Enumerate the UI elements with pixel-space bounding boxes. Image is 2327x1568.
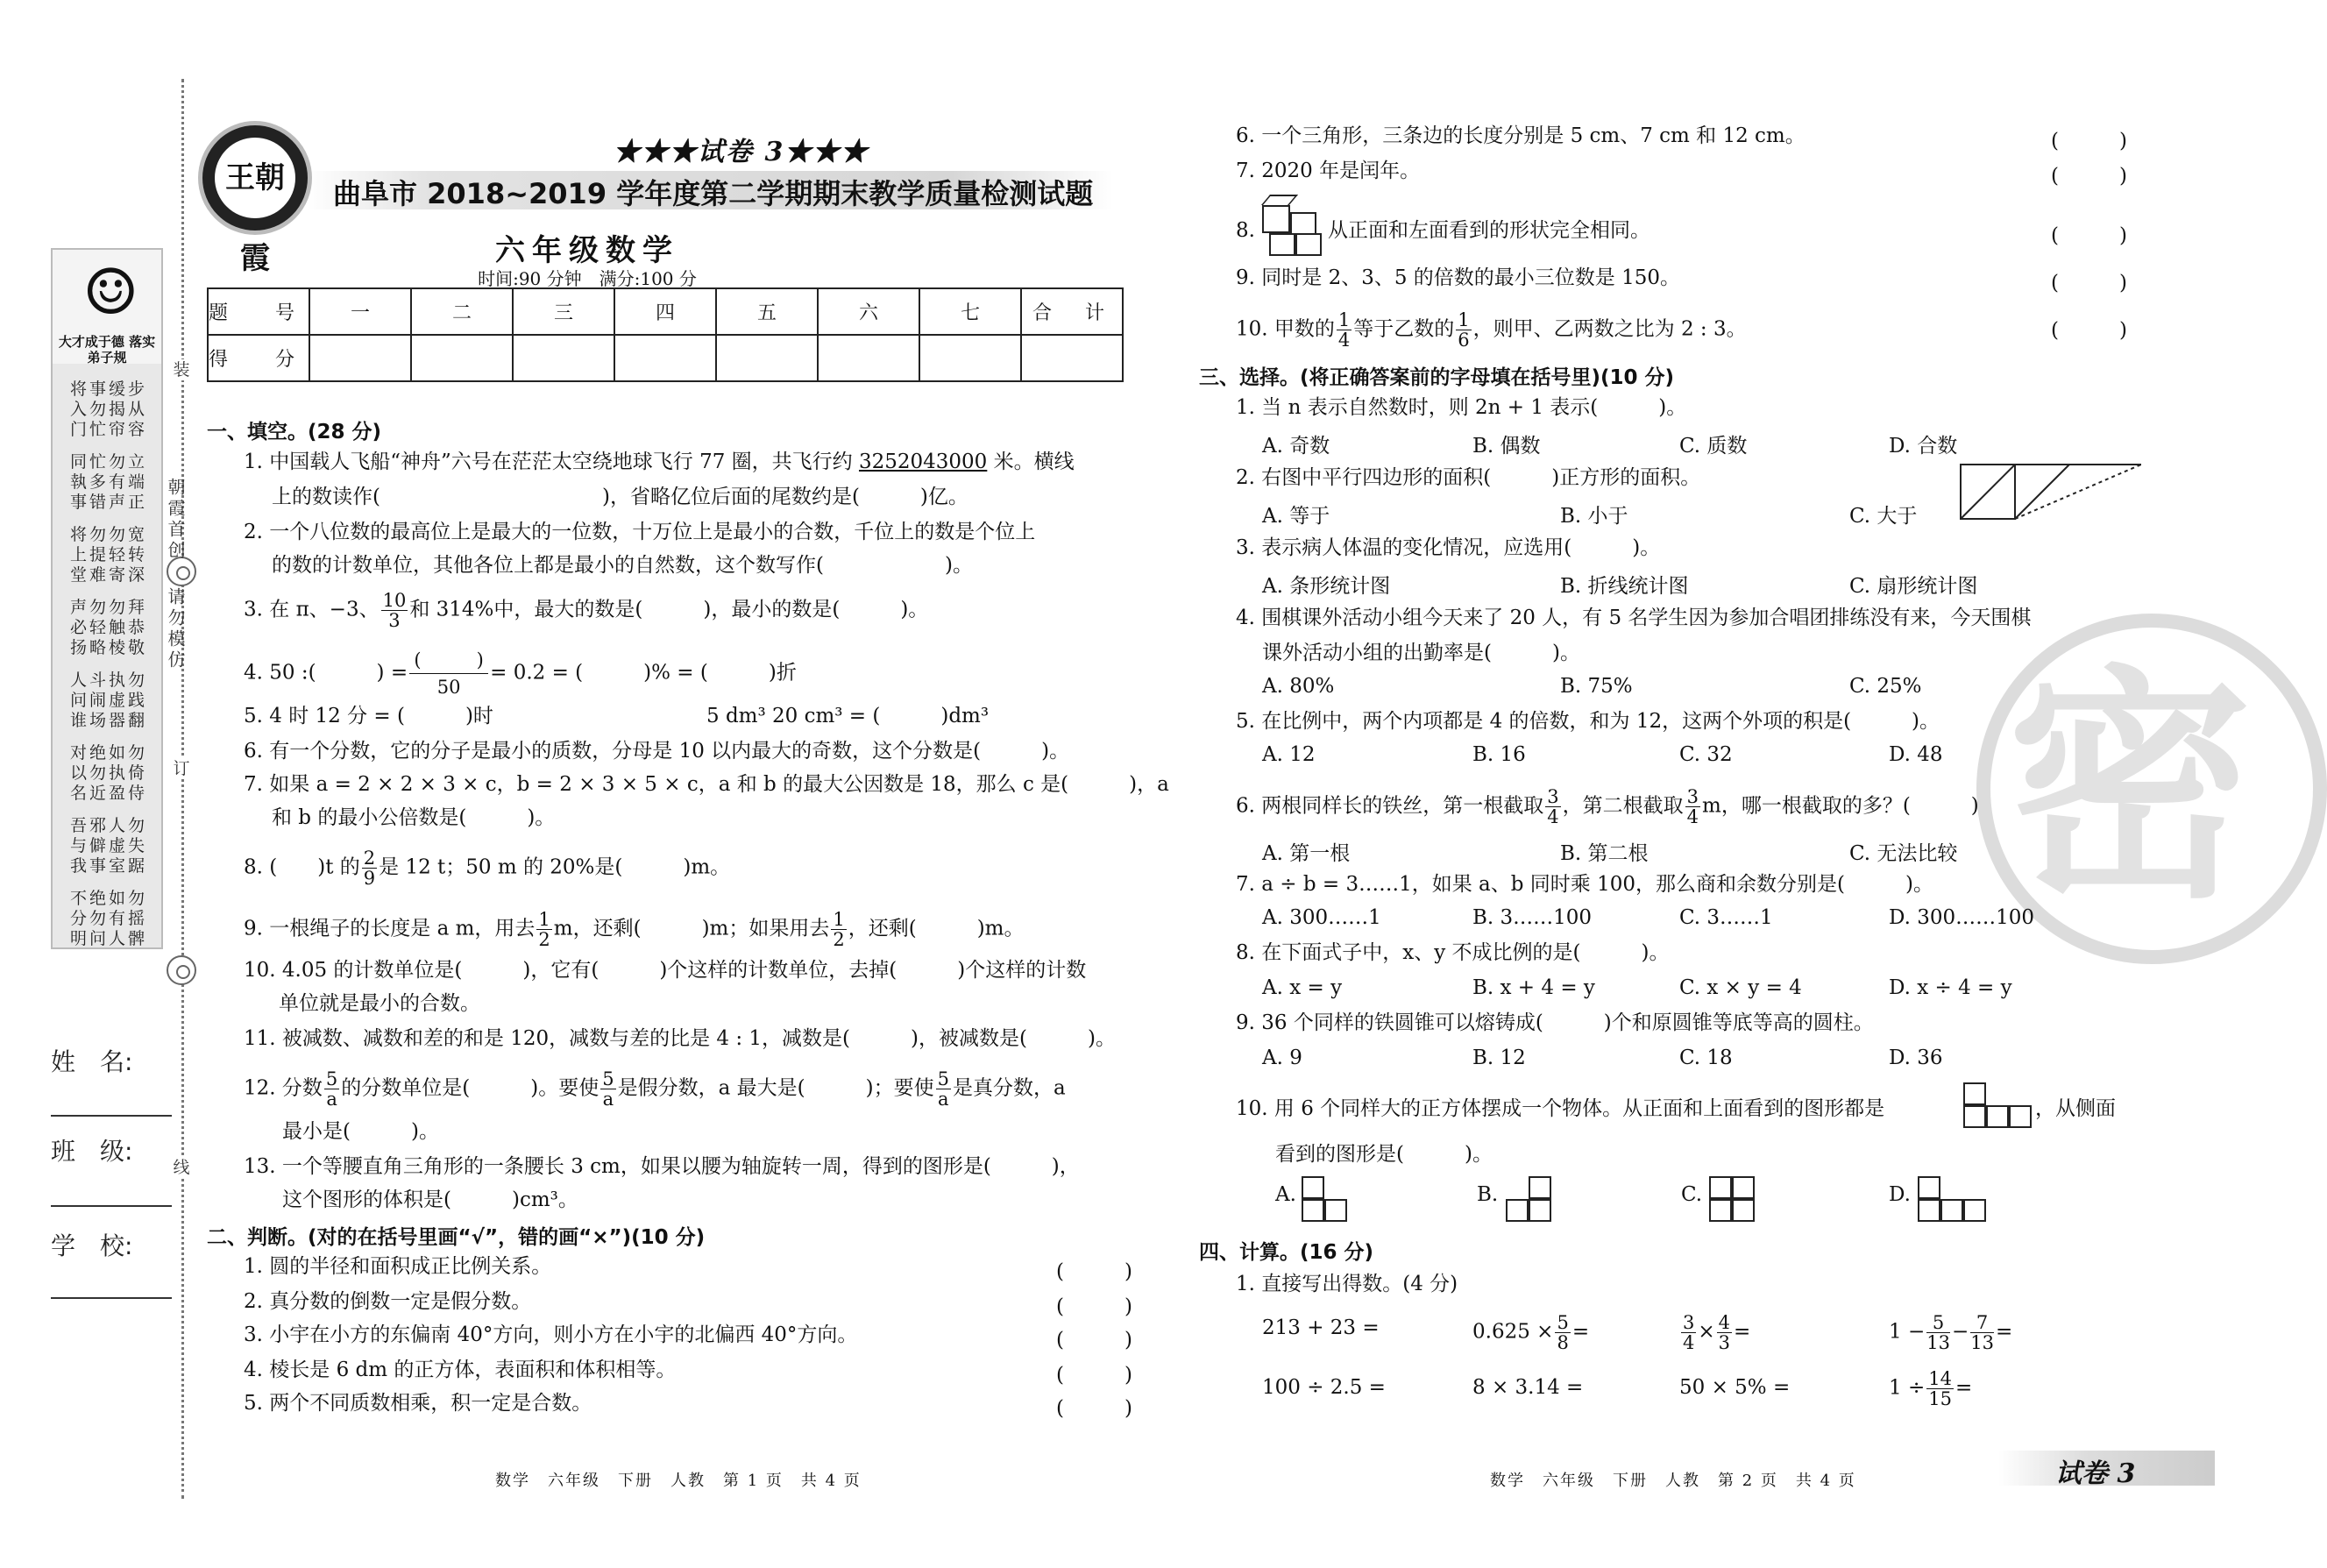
square-cell xyxy=(1963,1199,1986,1222)
exam-title: 曲阜市 2018~2019 学年度第二学期期末教学质量检测试题 xyxy=(333,177,1094,210)
judge-question-8: 从正面和左面看到的形状完全相同。 xyxy=(1328,219,1650,242)
poem-gap xyxy=(58,731,160,743)
question-text: ，从侧面 xyxy=(2035,1097,2116,1120)
poem-line: 執多有端 xyxy=(69,472,147,492)
scholar-figure-icon: ☺ xyxy=(82,255,139,329)
calc-text: 1 ÷ xyxy=(1889,1376,1926,1400)
numerator: 3 xyxy=(1683,1312,1695,1333)
score-header-cell: 六 xyxy=(818,288,919,335)
denominator: 8 xyxy=(1557,1332,1569,1353)
numerator: 5 xyxy=(1557,1312,1569,1333)
question-fill-4 xyxy=(244,647,797,700)
choice-option[interactable]: A. 12 xyxy=(1262,743,1316,766)
numerator: 5 xyxy=(325,1068,338,1089)
question-text: 上的数读作( )，省略亿位后面的尾数约是( )亿。 xyxy=(272,486,968,508)
poem-line: 堂难寄深 xyxy=(69,565,147,585)
poem-gap xyxy=(58,440,160,452)
choice-option[interactable]: A. 等于 xyxy=(1262,505,1330,528)
square-cell xyxy=(1324,1199,1347,1222)
choice-option[interactable]: A. 第一根 xyxy=(1262,842,1351,865)
poem-line: 分勿有摇 xyxy=(69,909,147,928)
question-fill-8 xyxy=(244,848,730,888)
poem-line: 门忙帘容 xyxy=(69,420,147,439)
poem-line: 吾邪人勿 xyxy=(69,816,147,835)
score-table xyxy=(207,287,1124,382)
score-header-cell: 一 xyxy=(309,288,411,335)
question-text: 等于乙数的 xyxy=(1353,317,1455,341)
parallelogram-side xyxy=(1961,465,2015,519)
fraction xyxy=(1926,1313,1950,1352)
question-fill-13: 13. 一个等腰直角三角形的一条腰长 3 cm，如果以腰为轴旋转一周，得到的图形是( )， xyxy=(244,1155,1080,1178)
choice-option[interactable]: C. x × y = 4 xyxy=(1679,976,1802,999)
numerator: 14 xyxy=(1928,1368,1952,1389)
numerator: 1 xyxy=(538,909,550,930)
answer-paren[interactable]: ( ) xyxy=(1056,1260,1132,1283)
choice-option[interactable]: B. 折线统计图 xyxy=(1560,575,1689,598)
choice-option[interactable]: A. 奇数 xyxy=(1262,435,1330,458)
square-cell xyxy=(1963,1082,1986,1105)
judge-question-8-number: 8. xyxy=(1236,219,1255,242)
cube-top xyxy=(1261,195,1298,205)
square-cell xyxy=(1940,1199,1963,1222)
answer-paren[interactable]: ( ) xyxy=(1056,1329,1132,1352)
question-text: 单位就是最小的合数。 xyxy=(279,992,480,1015)
vertical-note: 请勿模仿 xyxy=(165,587,186,671)
poem-gap xyxy=(58,876,160,889)
corner-exam-label: 试卷 3 xyxy=(2055,1458,2136,1489)
choice-option[interactable]: B. 偶数 xyxy=(1472,435,1541,458)
fraction xyxy=(1337,310,1352,350)
question-fill-12 xyxy=(244,1069,1066,1109)
poem-line: 扬略棱敬 xyxy=(69,638,147,657)
question-text: 的分数单位是( )。要使 xyxy=(341,1076,599,1100)
calc-text: = xyxy=(1995,1320,2013,1344)
poem-line: 不绝如勿 xyxy=(69,889,147,908)
question-text: 和 314%中，最大的数是( )，最小的数是( )。 xyxy=(409,598,929,621)
fold-label: 线 xyxy=(171,1157,192,1178)
section-title: 一、填空。(28 分) xyxy=(207,421,382,443)
choice-option-c[interactable]: C. xyxy=(1681,1183,1703,1206)
judge-question-3: 3. 小宇在小方的东偏南 40°方向，则小方在小宇的北偏西 40°方向。 xyxy=(244,1323,858,1346)
question-text: 9. 一根绳子的长度是 a m，用去 xyxy=(244,917,536,940)
poem-line: 我事室踞 xyxy=(69,856,147,876)
choice-option[interactable]: C. 质数 xyxy=(1679,435,1748,458)
choice-question-3: 3. 表示病人体温的变化情况，应选用( )。 xyxy=(1236,536,1661,559)
question-text: 8. ( )t 的 xyxy=(244,855,360,879)
publisher-logo xyxy=(198,121,312,276)
question-text: 的数的计数单位，其他各位上都是最小的自然数，这个数写作( )。 xyxy=(272,554,973,577)
school-label: 学 校: xyxy=(51,1231,133,1260)
choice-option-d[interactable]: D. xyxy=(1889,1183,1911,1206)
choice-option[interactable]: D. 48 xyxy=(1889,743,1943,766)
numerator: 5 xyxy=(602,1068,614,1089)
judge-question-10 xyxy=(1236,310,1747,350)
page-footer-right: 数学 六年级 下册 人教 第 2 页 共 4 页 xyxy=(1490,1472,1856,1490)
calc-item-1: 213 + 23 = xyxy=(1262,1316,1380,1339)
question-fill-1 xyxy=(244,449,1075,475)
poem-line: 事错声正 xyxy=(69,493,147,512)
question-text: 最小是( )。 xyxy=(282,1120,439,1143)
square-cell xyxy=(1963,1105,1986,1128)
question-text: 是 12 t；50 m 的 20%是( )m。 xyxy=(379,855,731,879)
score-cell[interactable] xyxy=(411,335,513,381)
question-text: 6. 两根同样长的铁丝，第一根截取 xyxy=(1236,794,1544,818)
choice-question-2: 2. 右图中平行四边形的面积( )正方形的面积。 xyxy=(1236,466,1701,489)
denominator: 4 xyxy=(1337,330,1351,351)
question-text: 和 b 的最小公倍数是( )。 xyxy=(272,806,556,829)
score-header-cell: 五 xyxy=(716,288,818,335)
question-text: 4. 50 :( ) = xyxy=(244,661,408,685)
poem-line: 人斗执勿 xyxy=(69,670,147,690)
sidebar-poems xyxy=(58,380,160,949)
square-cell xyxy=(1529,1199,1551,1222)
score-cell[interactable] xyxy=(309,335,411,381)
poem-line: 明问人髀 xyxy=(69,929,147,948)
numerator: 4 xyxy=(1718,1312,1731,1333)
publisher-logo-text: 王朝霞 xyxy=(215,138,295,218)
fraction xyxy=(1456,310,1471,350)
fraction xyxy=(381,591,408,630)
calc-text: = xyxy=(1734,1320,1751,1344)
choice-option[interactable]: B. 16 xyxy=(1472,743,1526,766)
poem-gap xyxy=(58,804,160,816)
choice-question-7: 7. a ÷ b = 3……1，如果 a、b 同时乘 100，那么商和余数分别是( )。 xyxy=(1236,873,1933,896)
question-text: ，还剩( )m。 xyxy=(848,917,1025,940)
question-text: 课外活动小组的出勤率是( )。 xyxy=(1262,642,1580,664)
choice-option[interactable]: D. 300……100 xyxy=(1889,906,2035,929)
section-title: 二、判断。(对的在括号里画“√”，错的画“×”)(10 分) xyxy=(207,1226,706,1249)
square-cell xyxy=(1732,1176,1755,1199)
numerator: 1 xyxy=(1337,309,1351,330)
cube xyxy=(1295,233,1322,256)
calc-item-8 xyxy=(1889,1369,1972,1408)
choice-question-5: 5. 在比例中，两个内项都是 4 的倍数，和为 12，这两个外项的积是( )。 xyxy=(1236,710,1940,733)
choice-question-6 xyxy=(1236,787,1979,827)
choice-option[interactable]: C. 32 xyxy=(1679,743,1733,766)
school-field[interactable] xyxy=(51,1297,172,1299)
choice-question-9: 9. 36 个同样的铁圆锥可以熔铸成( )个和原圆锥等底等高的圆柱。 xyxy=(1236,1011,1874,1034)
score-cell[interactable] xyxy=(716,335,818,381)
question-text: ，则甲、乙两数之比为 2 : 3。 xyxy=(1472,317,1747,341)
square-cell xyxy=(1529,1176,1551,1199)
denominator: 13 xyxy=(1926,1332,1950,1353)
denominator: a xyxy=(326,1089,337,1110)
denominator: 13 xyxy=(1970,1332,1994,1353)
calc-item-4 xyxy=(1889,1313,2012,1352)
choice-option[interactable]: C. 大于 xyxy=(1849,505,1918,528)
calc-text: − xyxy=(1951,1320,1969,1344)
choice-option[interactable]: A. 9 xyxy=(1262,1047,1302,1069)
score-row-label: 得 分 xyxy=(208,335,309,381)
calc-item-5: 100 ÷ 2.5 = xyxy=(1262,1376,1386,1399)
choice-option[interactable]: C. 扇形统计图 xyxy=(1849,575,1978,598)
sidebar-motto: 大才成于德 落实弟子规 xyxy=(58,334,156,365)
poem-line: 将勿勿宽 xyxy=(69,525,147,544)
numerator: 5 xyxy=(937,1068,949,1089)
binding-line xyxy=(181,79,184,1499)
choice-option[interactable]: B. 小于 xyxy=(1560,505,1628,528)
class-label: 班 级: xyxy=(51,1137,133,1166)
question-text: ，第二根截取 xyxy=(1562,794,1684,818)
question-text: 这个图形的体积是( )cm³。 xyxy=(282,1188,578,1211)
calc-item-7: 50 × 5% = xyxy=(1679,1376,1791,1399)
fraction xyxy=(324,1069,339,1109)
fraction xyxy=(600,1069,615,1109)
watermark-text: 密 xyxy=(2007,646,2253,932)
answer-paren[interactable]: ( ) xyxy=(1056,1397,1132,1420)
calc-item-6: 8 × 3.14 = xyxy=(1472,1376,1584,1399)
choice-question-4: 4. 围棋课外活动小组今天来了 20 人，有 5 名学生因为参加合唱团排练没有来，今天围棋 xyxy=(1236,607,2032,629)
judge-question-1: 1. 圆的半径和面积成正比例关系。 xyxy=(244,1255,552,1278)
square-cell xyxy=(2009,1105,2032,1128)
fraction xyxy=(362,848,377,888)
choice-option[interactable]: A. x = y xyxy=(1262,976,1343,999)
poem-line: 将事缓步 xyxy=(69,380,147,399)
score-cell[interactable] xyxy=(614,335,716,381)
fraction xyxy=(1717,1313,1732,1352)
question-text: 10. 甲数的 xyxy=(1236,317,1335,341)
square-cell xyxy=(1709,1199,1732,1222)
answer-paren[interactable]: ( ) xyxy=(2051,165,2127,188)
score-header-cell: 七 xyxy=(919,288,1021,335)
question-text: 3. 在 π、−3、 xyxy=(244,598,380,621)
poem-gap xyxy=(58,658,160,670)
denominator: 15 xyxy=(1928,1388,1952,1409)
class-field[interactable] xyxy=(51,1205,172,1207)
question-fill-5a: 5. 4 时 12 分 = ( )时 xyxy=(244,705,493,727)
fraction xyxy=(1926,1369,1954,1408)
denominator: 4 xyxy=(1683,1332,1695,1353)
fraction xyxy=(831,910,846,949)
name-label: 姓 名: xyxy=(51,1047,133,1076)
square-cell xyxy=(1506,1199,1529,1222)
judge-question-6: 6. 一个三角形，三条边的长度分别是 5 cm、7 cm 和 12 cm。 xyxy=(1236,124,1806,147)
square-cell xyxy=(1732,1199,1755,1222)
calc-text: = xyxy=(1955,1376,1973,1400)
square-cell xyxy=(1986,1105,2009,1128)
question-fill-3 xyxy=(244,591,928,630)
poem-line: 问闹虚践 xyxy=(69,691,147,710)
choice-option[interactable]: B. 12 xyxy=(1472,1047,1526,1069)
choice-option[interactable]: A. 300……1 xyxy=(1262,906,1381,929)
numerator: ( ) xyxy=(409,647,488,674)
choice-option[interactable]: D. 合数 xyxy=(1889,435,1958,458)
choice-option[interactable]: C. 无法比较 xyxy=(1849,842,1958,865)
numerator: 3 xyxy=(1686,786,1699,807)
section-title: 四、计算。(16 分) xyxy=(1199,1241,1374,1264)
poem-line: 与僻虚失 xyxy=(69,836,147,855)
fold-label: 订 xyxy=(171,758,192,779)
denominator: 9 xyxy=(363,868,376,889)
cube xyxy=(1262,205,1290,233)
parallelogram-square-figure xyxy=(1959,463,2143,521)
question-text: 1. 中国载人飞船“神舟”六号在茫茫太空绕地球飞行 77 圈，共飞行约 xyxy=(244,451,853,473)
question-text: m，哪一根截取的多？( ) xyxy=(1702,794,1979,818)
calc-text: 0.625 × xyxy=(1472,1320,1554,1344)
choice-option[interactable]: D. x ÷ 4 = y xyxy=(1889,976,2012,999)
score-header-cell: 合 计 xyxy=(1021,288,1123,335)
question-text: 12. 分数 xyxy=(244,1076,323,1100)
page-footer-left: 数学 六年级 下册 人教 第 1 页 共 4 页 xyxy=(495,1472,862,1490)
question-fill-11: 11. 被减数、减数和差的和是 120，减数与差的比是 4 : 1，减数是( )，被减数是( )。 xyxy=(244,1027,1116,1050)
denominator: 3 xyxy=(1718,1332,1731,1353)
answer-paren[interactable]: ( ) xyxy=(2051,224,2127,247)
answer-paren[interactable]: ( ) xyxy=(2051,272,2127,294)
numerator: 1 xyxy=(1458,309,1470,330)
calc-text: × xyxy=(1698,1320,1715,1344)
sidebar-panel xyxy=(51,248,163,949)
question-fill-5b: 5 dm³ 20 cm³ = ( )dm³ xyxy=(706,705,990,727)
calc-item-3 xyxy=(1679,1313,1750,1352)
numerator: 10 xyxy=(382,590,407,611)
score-cell[interactable] xyxy=(818,335,919,381)
fraction xyxy=(1681,1313,1696,1352)
choice-question-1: 1. 当 n 表示自然数时，则 2n + 1 表示( )。 xyxy=(1236,396,1687,419)
score-header-cell: 四 xyxy=(614,288,716,335)
question-fill-2: 2. 一个八位数的最高位上是最大的一位数，十万位上是最小的合数，千位上的数是个位上 xyxy=(244,521,1036,543)
answer-paren[interactable]: ( ) xyxy=(2051,130,2127,153)
fraction xyxy=(1545,787,1560,827)
score-header-cell: 题 号 xyxy=(208,288,309,335)
choice-option[interactable]: C. 18 xyxy=(1679,1047,1733,1069)
denominator: 4 xyxy=(1686,806,1699,827)
denominator: 2 xyxy=(833,929,845,950)
fraction xyxy=(1685,787,1700,827)
poem-gap xyxy=(58,513,160,525)
choice-option[interactable]: B. 3……100 xyxy=(1472,906,1593,929)
underlined-number: 3252043000 xyxy=(858,451,988,473)
time-info: 时间:90 分钟 满分:100 分 xyxy=(478,268,697,289)
question-text: 看到的图形是( )。 xyxy=(1275,1143,1493,1166)
question-fill-7: 7. 如果 a = 2 × 2 × 3 × c，b = 2 × 3 × 5 × c，a 和 b 的最大公因数是 18，那么 c 是( )，a xyxy=(244,773,1169,796)
denominator: 3 xyxy=(388,610,401,631)
judge-question-2: 2. 真分数的倒数一定是假分数。 xyxy=(244,1290,532,1313)
choice-option-b[interactable]: B. xyxy=(1477,1183,1499,1206)
parallelogram-side xyxy=(2015,465,2069,519)
square-cell xyxy=(1709,1176,1732,1199)
poem-line: 对绝如勿 xyxy=(69,743,147,763)
score-header-cell: 二 xyxy=(411,288,513,335)
choice-option[interactable]: D. 36 xyxy=(1889,1047,1943,1069)
answer-paren[interactable]: ( ) xyxy=(1056,1295,1132,1318)
choice-question-10: 10. 用 6 个同样大的正方体摆成一个物体。从正面和上面看到的图形都是 xyxy=(1236,1097,1885,1120)
poem-line: 声勿勿拜 xyxy=(69,598,147,617)
name-field[interactable] xyxy=(51,1115,172,1117)
choice-option[interactable]: C. 25% xyxy=(1849,675,1922,698)
numerator: 3 xyxy=(1547,786,1559,807)
question-fill-6: 6. 有一个分数，它的分子是最小的质数，分母是 10 以内最大的奇数，这个分数是( )。 xyxy=(244,740,1070,763)
square-cell xyxy=(1918,1176,1940,1199)
denominator: 6 xyxy=(1458,330,1470,351)
question-fill-10: 10. 4.05 的计数单位是( )，它有( )个这样的计数单位，去掉( )个这样的计数 xyxy=(244,959,1087,982)
judge-question-5: 5. 两个不同质数相乘，积一定是合数。 xyxy=(244,1392,592,1415)
subject-title: 六年级数学 xyxy=(495,233,679,268)
answer-paren[interactable]: ( ) xyxy=(1056,1364,1132,1387)
question-fill-9 xyxy=(244,910,1025,949)
choice-option[interactable]: A. 条形统计图 xyxy=(1262,575,1391,598)
choice-question-8: 8. 在下面式子中，x、y 不成比例的是( )。 xyxy=(1236,941,1670,964)
poem-line: 上提轻转 xyxy=(69,545,147,564)
poem-line: 入勿揭从 xyxy=(69,400,147,419)
score-table-header xyxy=(208,288,1123,335)
calc-text: 1 − xyxy=(1889,1320,1926,1344)
exam-number: ★★★试卷 3★★★ xyxy=(614,137,869,167)
numerator: 5 xyxy=(1926,1313,1950,1333)
section-title: 三、选择。(将正确答案前的字母填在括号里)(10 分) xyxy=(1199,366,1675,389)
poem-line: 以勿执倚 xyxy=(69,763,147,783)
question-text: 米。横线 xyxy=(993,451,1075,473)
fraction xyxy=(1970,1313,1994,1352)
calc-text: = xyxy=(1571,1320,1590,1344)
poem-line: 必轻触恭 xyxy=(69,618,147,637)
score-cell[interactable] xyxy=(513,335,614,381)
denominator: 2 xyxy=(538,929,550,950)
binding-hole-icon xyxy=(167,955,196,985)
fold-label: 装 xyxy=(171,359,192,380)
vertical-note: 朝霞首创 xyxy=(165,478,186,562)
choice-option[interactable]: B. x + 4 = y xyxy=(1472,976,1595,999)
judge-question-9: 9. 同时是 2、3、5 的倍数的最小三位数是 150。 xyxy=(1236,266,1680,289)
cube xyxy=(1269,233,1295,256)
square-cell xyxy=(1302,1176,1324,1199)
dashed-line xyxy=(2015,465,2141,519)
question-text: 是真分数，a xyxy=(952,1076,1066,1100)
poem-line: 谁场器翻 xyxy=(69,711,147,730)
choice-option[interactable]: B. 第二根 xyxy=(1560,842,1649,865)
numerator: 2 xyxy=(363,848,376,869)
score-header-cell: 三 xyxy=(513,288,614,335)
calc-subtitle: 1. 直接写出得数。(4 分) xyxy=(1236,1273,1458,1295)
question-text: = 0.2 = ( )% = ( )折 xyxy=(490,661,797,685)
square-cell xyxy=(1918,1199,1940,1222)
answer-paren[interactable]: ( ) xyxy=(2051,319,2127,342)
question-text: m，还剩( )m；如果用去 xyxy=(553,917,830,940)
numerator: 1 xyxy=(833,909,845,930)
numerator: 7 xyxy=(1970,1313,1994,1333)
judge-question-7: 7. 2020 年是闰年。 xyxy=(1236,160,1421,182)
choice-option[interactable]: B. 75% xyxy=(1560,675,1633,698)
question-text: 是假分数，a 最大是( )；要使 xyxy=(617,1076,934,1100)
score-table-row xyxy=(208,335,1123,381)
score-cell[interactable] xyxy=(919,335,1021,381)
choice-option[interactable]: C. 3……1 xyxy=(1679,906,1773,929)
score-cell[interactable] xyxy=(1021,335,1123,381)
denominator: a xyxy=(602,1089,614,1110)
denominator: 50 xyxy=(436,677,461,698)
poem-gap xyxy=(58,585,160,598)
square-cell xyxy=(1302,1199,1324,1222)
fraction xyxy=(409,647,488,700)
choice-option-a[interactable]: A. xyxy=(1275,1183,1296,1206)
poem-line: 名近盈侍 xyxy=(69,784,147,803)
fraction xyxy=(936,1069,951,1109)
poem-line: 同忙勿立 xyxy=(69,452,147,472)
choice-option[interactable]: A. 80% xyxy=(1262,675,1335,698)
judge-question-4: 4. 棱长是 6 dm 的正方体，表面积和体积相等。 xyxy=(244,1359,677,1381)
denominator: 4 xyxy=(1547,806,1559,827)
calc-item-2 xyxy=(1472,1313,1589,1352)
fraction xyxy=(536,910,551,949)
fraction xyxy=(1555,1313,1570,1352)
denominator: a xyxy=(938,1089,949,1110)
